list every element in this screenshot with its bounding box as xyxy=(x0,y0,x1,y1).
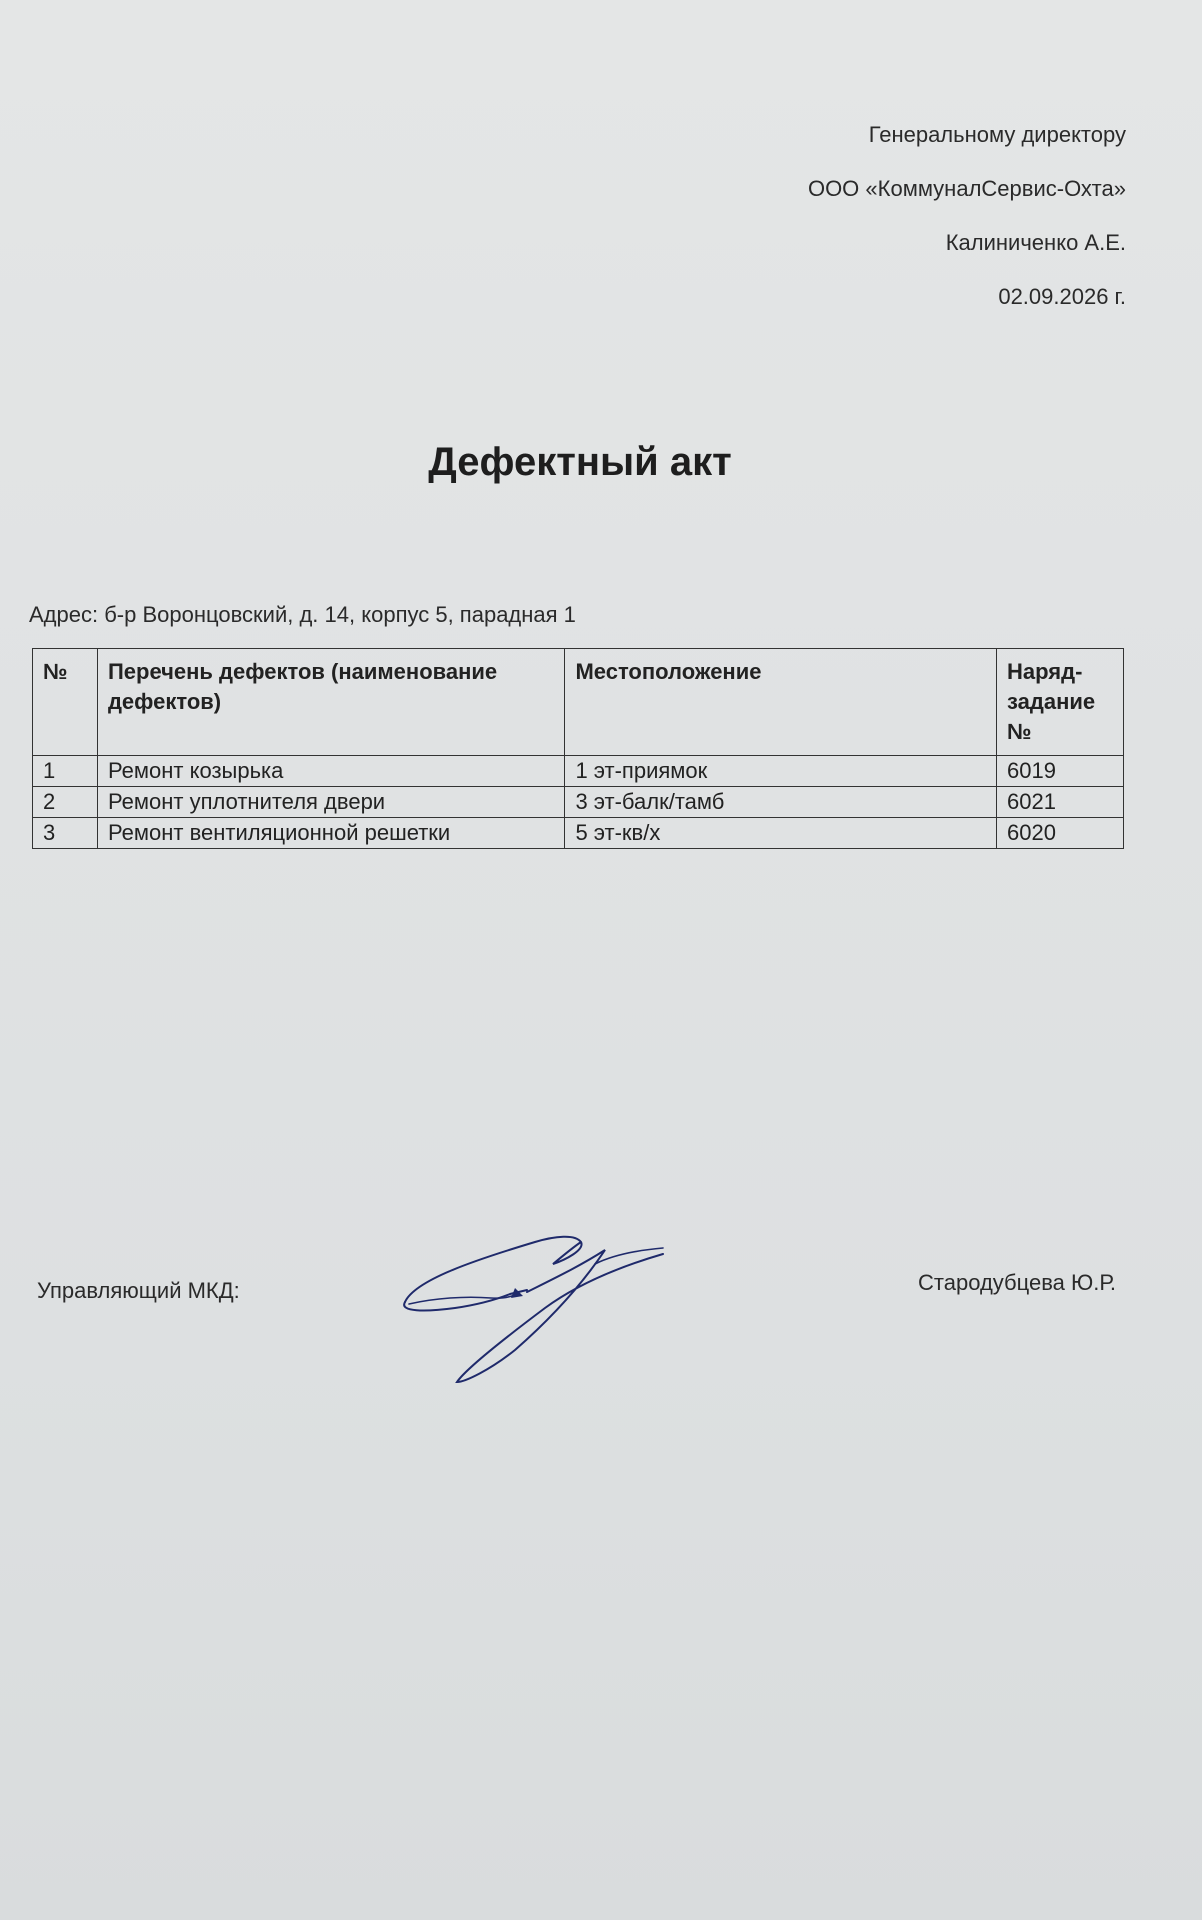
defects-table xyxy=(32,648,1124,849)
table-header-row xyxy=(33,649,1124,756)
header-num: № xyxy=(33,649,98,756)
cell-name: Ремонт уплотнителя двери xyxy=(97,787,564,818)
cell-num: 1 xyxy=(33,756,98,787)
cell-name: Ремонт вентиляционной решетки xyxy=(97,818,564,849)
document-title: Дефектный акт xyxy=(428,440,732,484)
cell-order: 6020 xyxy=(997,818,1124,849)
header-name: Перечень дефектов (наименование дефектов) xyxy=(97,649,564,756)
cell-name: Ремонт козырька xyxy=(97,756,564,787)
cell-location: 5 эт-кв/х xyxy=(565,818,997,849)
addressee-block xyxy=(808,108,1126,324)
signer-name: Стародубцева Ю.Р. xyxy=(918,1270,1116,1295)
table-row xyxy=(33,818,1124,849)
header-order: Наряд-задание № xyxy=(997,649,1124,756)
table-row xyxy=(33,756,1124,787)
cell-location: 1 эт-приямок xyxy=(565,756,997,787)
table-row xyxy=(33,787,1124,818)
header-location: Местоположение xyxy=(565,649,997,756)
cell-num: 3 xyxy=(33,818,98,849)
addressee-position: Генеральному директору xyxy=(868,122,1126,147)
cell-num: 2 xyxy=(33,787,98,818)
cell-order: 6019 xyxy=(997,756,1124,787)
signer-role: Управляющий МКД: xyxy=(37,1278,240,1303)
cell-location: 3 эт-балк/тамб xyxy=(565,787,997,818)
cell-order: 6021 xyxy=(997,787,1124,818)
address-line: Адрес: б-р Воронцовский, д. 14, корпус 5, парадная 1 xyxy=(29,602,576,627)
handwritten-signature xyxy=(395,1220,675,1390)
addressee-person: Калиниченко А.Е. xyxy=(945,230,1126,255)
document-date: 02.09.2026 г. xyxy=(998,284,1126,309)
addressee-company: ООО «КоммуналСервис-Охта» xyxy=(807,176,1126,201)
